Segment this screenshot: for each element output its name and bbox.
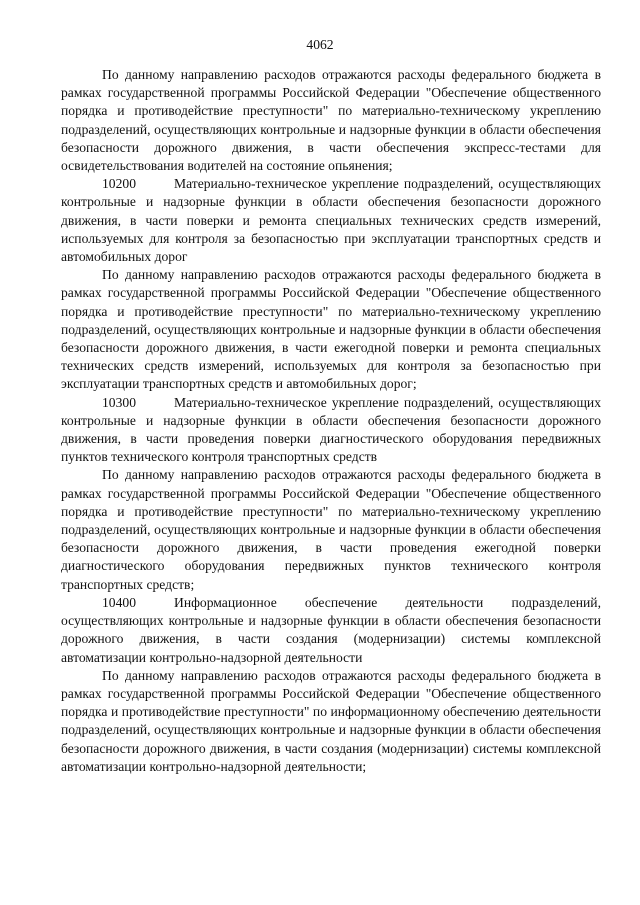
paragraph-7: [61, 667, 601, 776]
paragraph-5: [61, 466, 601, 593]
document-body: [61, 66, 601, 776]
expense-code: 10200: [102, 176, 136, 192]
paragraph-3: [61, 266, 601, 393]
paragraph-text: По данному направлению расходов отражаются расходы федерального бюджета в рамках государственной программы Российской Федерации "Обеспечение общественного порядка и противодействие преступности" по информационному обеспечению деятельности подразделений, осуществляющих контрольные и надзорные функции в области обеспечения безопасности дорожного движения, в части создания (модернизации) системы комплексной автоматизации контрольно-надзорной деятельности;: [61, 667, 601, 774]
paragraph-4: [61, 394, 601, 467]
page-number: 4062: [306, 37, 334, 52]
expense-code-title: Материально-техническое укрепление подразделений, осуществляющих контрольные и надзорные функции в области обеспечения безопасности дорожного движения, в части поверки и ремонта специальных технических средств измерений, используемых для контроля за безопасностью при эксплуатации транспортных средств и автомобильных дорог: [61, 176, 601, 265]
expense-code-title: Информационное обеспечение деятельности подразделений, осуществляющих контрольные и надзорные функции в области обеспечения безопасности дорожного движения, в части создания (модернизации) системы комплексной автоматизации контрольно-надзорной деятельности: [61, 594, 601, 665]
paragraph-text: По данному направлению расходов отражаются расходы федерального бюджета в рамках государственной программы Российской Федерации "Обеспечение общественного порядка и противодействие преступности" по материально-техническому укреплению подразделений, осуществляющих контрольные и надзорные функции в области обеспечения безопасности дорожного движения, в части обеспечения экспресс-тестами для освидетельствования водителей на состояние опьянения;: [61, 67, 601, 174]
paragraph-6: [61, 594, 601, 667]
paragraph-text: По данному направлению расходов отражаются расходы федерального бюджета в рамках государственной программы Российской Федерации "Обеспечение общественного порядка и противодействие преступности" по материально-техническому укреплению подразделений, осуществляющих контрольные и надзорные функции в области обеспечения безопасности дорожного движения, в части проведения ежегодной поверки диагностического оборудования передвижных пунктов технического контроля транспортных средств;: [61, 467, 601, 592]
expense-code: 10300: [102, 394, 136, 410]
paragraph-text: По данному направлению расходов отражаются расходы федерального бюджета в рамках государственной программы Российской Федерации "Обеспечение общественного порядка и противодействие преступности" по материально-техническому укреплению подразделений, осуществляющих контрольные и надзорные функции в области обеспечения безопасности дорожного движения, в части ежегодной поверки и ремонта специальных технических средств измерений, используемых для контроля за безопасностью при эксплуатации транспортных средств и автомобильных дорог;: [61, 267, 601, 392]
expense-code-title: Материально-техническое укрепление подразделений, осуществляющих контрольные и надзорные функции в области обеспечения безопасности дорожного движения, в части проведения поверки диагностического оборудования передвижных пунктов технического контроля транспортных средств: [61, 394, 601, 465]
paragraph-1: [61, 66, 601, 175]
paragraph-2: [61, 175, 601, 266]
expense-code: 10400: [102, 594, 136, 610]
